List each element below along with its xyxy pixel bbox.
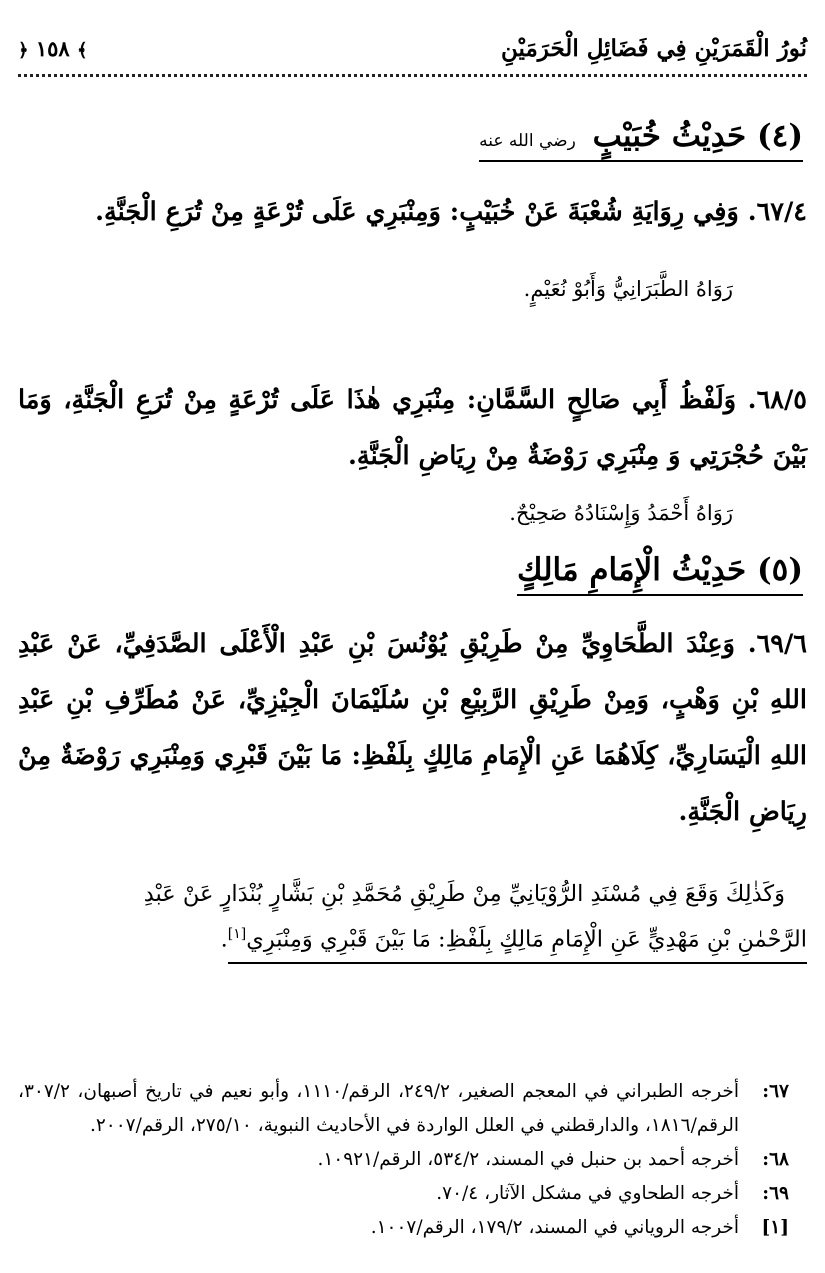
- honorific-glyph: رضي الله عنه: [479, 131, 576, 151]
- hadith-number: ٦٨/٥.: [747, 385, 807, 415]
- hadith-text: وَمِنْبَرِي عَلَى تُرْعَةٍ مِنْ تُرَعِ الْجَنَّةِ.: [95, 197, 441, 227]
- extra-paragraph: [18, 874, 807, 964]
- hadith-lead: وَلَفْظُ أَبِي صَالِحٍ السَّمَّانِ:: [466, 385, 737, 415]
- footnote-text: أخرجه الروياني في المسند، ١٧٩/٢، الرقم/١٠٠٧.: [370, 1217, 739, 1238]
- footnote-text: أخرجه الطبراني في المعجم الصغير، ٢٤٩/٢، الرقم/١١١٠، وأبو نعيم في تاريخ أصبهان، ٣٠٧/٢، الرقم/١٨١٦، والدارقطني في العلل الواردة في الأحاديث النبوية، ٢٧٥/١٠، الرقم/٢٠٠٧.: [18, 1081, 739, 1136]
- section-heading-text: (٤) حَدِيْثُ خُبَيْبٍ: [592, 118, 803, 154]
- hadith-68: [18, 372, 807, 484]
- hadith-number: ٦٧/٤.: [747, 197, 807, 227]
- section-heading-malik: [517, 552, 803, 596]
- footnote-text: أخرجه الطحاوي في مشكل الآثار، ٧٠/٤.: [436, 1183, 739, 1204]
- running-title: نُورُ الْقَمَرَيْنِ فِي فَضَائِلِ الْحَرَمَيْنِ: [501, 34, 807, 62]
- ornament-left: ﴿: [18, 39, 29, 61]
- footnote-number: ٦٨:: [762, 1149, 789, 1170]
- section-heading-khubayb: [479, 118, 803, 162]
- hadith-69: [18, 616, 807, 840]
- hadith-67: [18, 184, 807, 240]
- footnote-text: أخرجه أحمد بن حنبل في المسند، ٥٣٤/٢، الرقم/١٠٩٢١.: [317, 1149, 739, 1170]
- footnote-item: [18, 1075, 807, 1143]
- footnote-number: ٦٩:: [762, 1183, 789, 1204]
- footnote-number: [١]: [761, 1217, 789, 1238]
- footnote-item: [18, 1211, 807, 1245]
- footnote-item: [18, 1143, 807, 1177]
- extra-line-2: [228, 914, 807, 964]
- hadith-text: وَعِنْدَ الطَّحَاوِيِّ مِنْ طَرِيْقِ يُوْنُسَ بْنِ عَبْدِ الْأَعْلَى الصَّدَفِيِّ، عَنْ عَبْدِ اللهِ بْنِ وَهْبٍ، وَمِنْ طَرِيْقِ الرَّبِيْعِ بْنِ سُلَيْمَانَ الْجِيْزِيِّ، عَنْ مُطَرِّفِ بْنِ عَبْدِ اللهِ الْيَسَارِيِّ، كِلَاهُمَا عَنِ الْإِمَامِ مَالِكٍ بِلَفْظِ: مَا بَيْنَ قَبْرِي وَمِنْبَرِي رَوْضَةٌ مِنْ رِيَاضِ الْجَنَّةِ.: [18, 629, 807, 827]
- footnote-number: ٦٧:: [762, 1081, 789, 1102]
- footnote-item: [18, 1177, 807, 1211]
- hadith-68-attribution: رَوَاهُ أَحْمَدُ وَإِسْنَادُهُ صَحِيْحٌ.: [509, 501, 733, 525]
- page-number-box: [18, 36, 88, 61]
- hadith-number: ٦٩/٦.: [747, 629, 807, 659]
- hadith-67-attribution: رَوَاهُ الطَّبَرَانِيُّ وَأَبُوْ نُعَيْمٍ.: [523, 277, 733, 301]
- section-heading-text: (٥) حَدِيْثُ الْإِمَامِ مَالِكٍ: [516, 552, 803, 588]
- footnotes: [18, 1075, 807, 1245]
- footnote-ref[interactable]: [١]: [227, 926, 247, 942]
- extra-end: .: [220, 926, 228, 953]
- page-number: ١٥٨: [35, 35, 70, 61]
- extra-line-2-text: الرَّحْمٰنِ بْنِ مَهْدِيٍّ عَنِ الْإِمَامِ مَالِكٍ بِلَفْظِ: مَا بَيْنَ قَبْرِي وَمِنْبَرِي: [246, 926, 807, 953]
- hadith-lead: وَفِي رِوَايَةِ شُعْبَةَ عَنْ خُبَيْبٍ:: [449, 197, 739, 227]
- hadith-text: مِنْبَرِي هٰذَا عَلَى تُرْعَةٍ مِنْ تُرَعِ الْجَنَّةِ، وَمَا بَيْنَ حُجْرَتِي وَ مِنْبَرِي رَوْضَةٌ مِنْ رِيَاضِ الْجَنَّةِ.: [18, 385, 807, 471]
- ornament-right: ﴾: [77, 39, 88, 61]
- page-header: [18, 22, 807, 77]
- extra-line-1: وَكَذٰلِكَ وَقَعَ فِي مُسْنَدِ الرُّوْيَانِيِّ مِنْ طَرِيْقِ مُحَمَّدِ بْنِ بَشَّارٍ بُنْدَارٍ عَنْ عَبْدِ: [143, 881, 785, 907]
